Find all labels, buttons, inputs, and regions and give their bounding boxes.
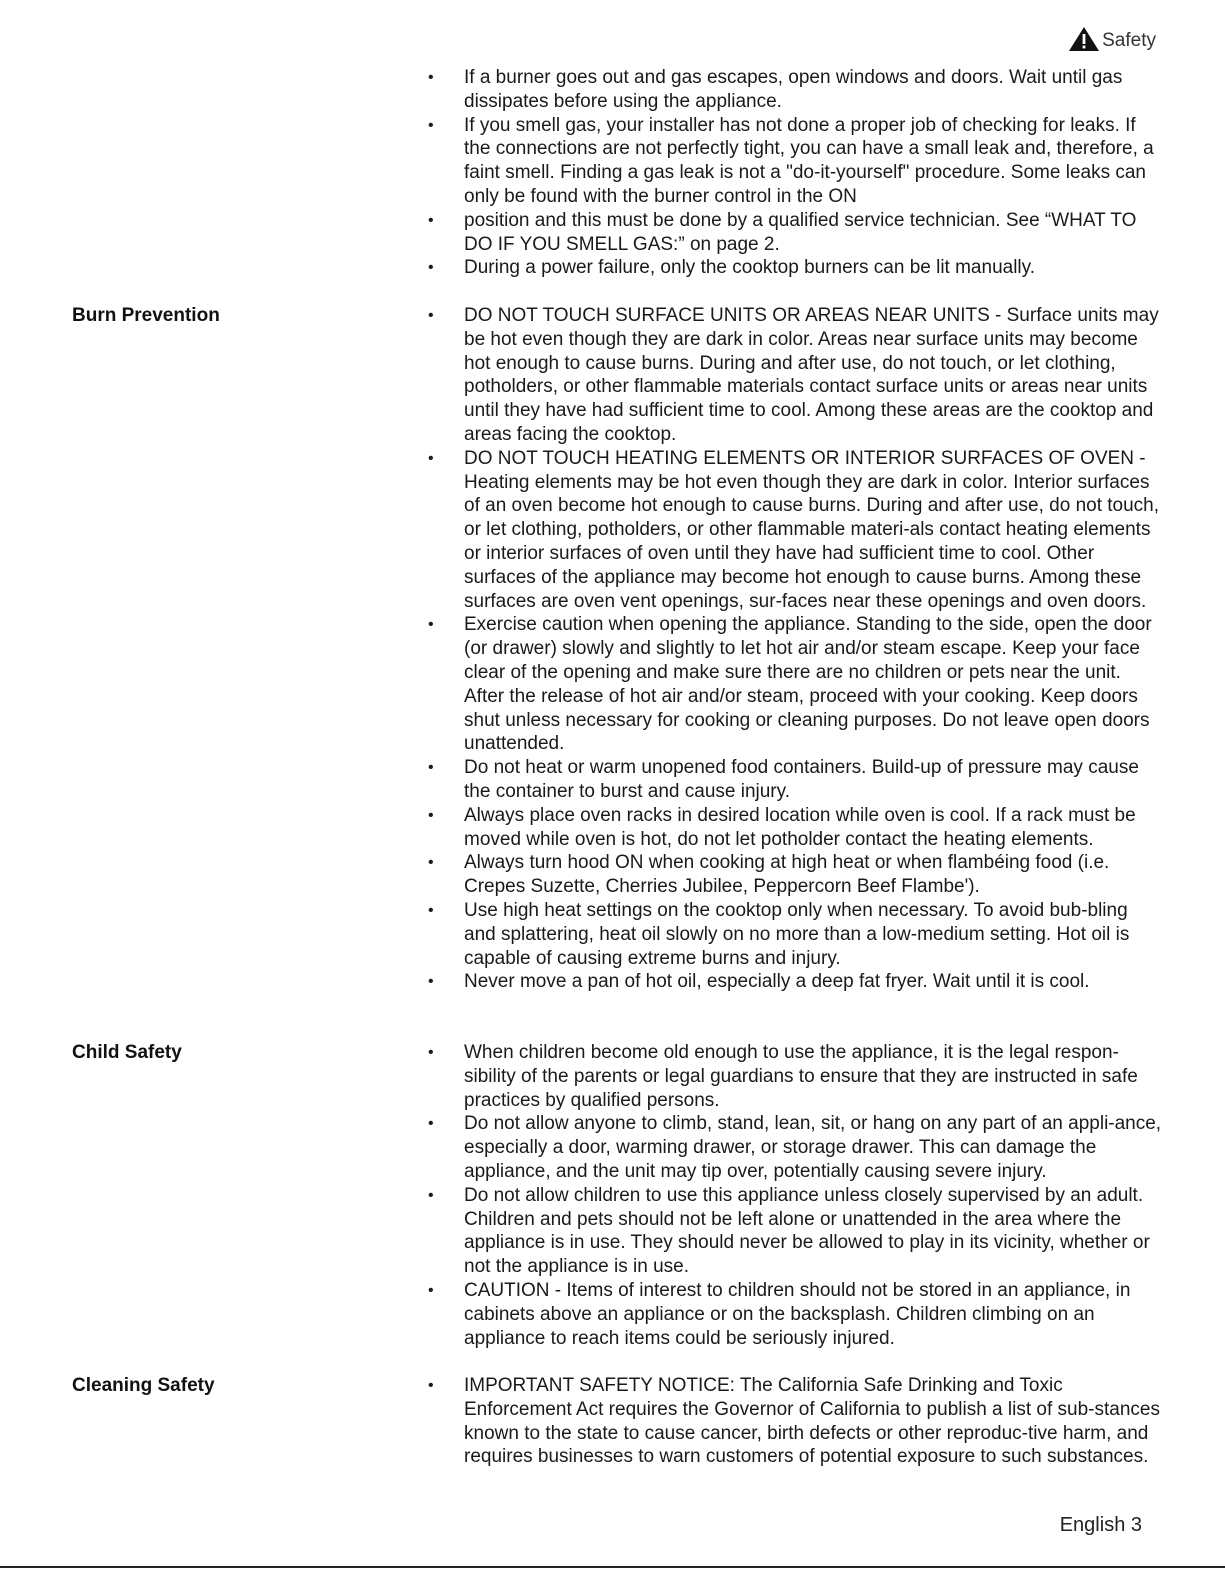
- list-item: • Use high heat settings on the cooktop only when necessary. To avoid bub-bling and splattering, heat oil slowly on no more than a low-medium setting. Hot oil is capable of causing extreme burns and injury.: [428, 899, 1130, 969]
- list-item: • Do not allow children to use this appliance unless closely supervised by an adult. Children and pets should not be left alone or unattended in the area where the appliance is in use. They should never be allowed to play in its vicinity, whether or not the appliance is in use.: [428, 1184, 1150, 1278]
- bullet-icon: •: [428, 259, 434, 277]
- bullet-list: [428, 1374, 1163, 1469]
- bullet-list: [428, 66, 1163, 280]
- list-item: • Always turn hood ON when cooking at high heat or when flambéing food (i.e. Crepes Suzette, Cherries Jubilee, Peppercorn Beef Flambe').: [428, 852, 1110, 898]
- list-item: • DO NOT TOUCH HEATING ELEMENTS OR INTERIOR SURFACES OF OVEN - Heating elements may be hot even though they are dark in color. Interior surfaces of an oven become hot enough to cause burns. During and after use, do not touch, or let clothing, potholders, or other flammable materi-als contact heating elements or interior surfaces of oven until they have had sufficient time to cool. Other surfaces of the appliance may become hot enough to cause burns. Among these surfaces are oven vent openings, sur-faces near these openings and oven doors.: [428, 447, 1160, 612]
- bullet-icon: •: [428, 973, 434, 991]
- bullet-icon: •: [428, 1377, 434, 1394]
- page-header: [1068, 26, 1156, 52]
- bullet-icon: •: [428, 307, 434, 324]
- section-label: Cleaning Safety: [72, 1375, 215, 1396]
- section-label: Burn Prevention: [72, 305, 220, 326]
- footer-rule: [0, 1566, 1225, 1568]
- bullet-icon: •: [428, 616, 434, 634]
- bullet-icon: •: [428, 1186, 434, 1204]
- list-item: • Do not heat or warm unopened food containers. Build-up of pressure may cause the container to burst and cause injury.: [428, 757, 1139, 802]
- list-item: • IMPORTANT SAFETY NOTICE: The California Safe Drinking and Toxic Enforcement Act requires the Governor of California to publish a list of sub-stances known to the state to cause cancer, birth defects or other reproduc-tive harm, and requires businesses to warn customers of potential exposure to such substances.: [428, 1375, 1160, 1468]
- bullet-icon: •: [428, 1281, 434, 1299]
- bullet-icon: •: [428, 806, 434, 824]
- bullet-icon: •: [428, 116, 434, 134]
- list-item: • Always place oven racks in desired location while oven is cool. If a rack must be moved while oven is hot, do not let potholder contact the heating elements.: [428, 804, 1136, 850]
- list-item: • DO NOT TOUCH SURFACE UNITS OR AREAS NEAR UNITS - Surface units may be hot even though they are dark in color. Areas near surface units may become hot enough to cause burns. During and after use, do not touch, or let clothing, potholders, or other flammable materials contact surface units or areas near units until they have had sufficient time to cool. Among these areas are the cooktop and areas facing the cooktop.: [428, 305, 1159, 445]
- bullet-icon: •: [428, 69, 434, 86]
- bullet-list: [428, 304, 1163, 994]
- list-item: • Exercise caution when opening the appliance. Standing to the side, open the door (or drawer) slowly and slightly to let hot air and/or steam escape. Keep your face clear of the opening and make sure there are no children or pets near the unit. After the release of hot air and/or steam, proceed with your cooking. Keep doors shut unless necessary for cooking or cleaning purposes. Do not leave open doors unattended.: [428, 614, 1152, 755]
- header-title: Safety: [1102, 30, 1156, 51]
- list-item: • position and this must be done by a qualified service technician. See “WHAT TO DO IF YOU SMELL GAS:” on page 2.: [428, 209, 1137, 255]
- bullet-icon: •: [428, 1115, 434, 1133]
- list-item: • If you smell gas, your installer has not done a proper job of checking for leaks. If the connections are not perfectly tight, you can have a small leak and, therefore, a faint smell. Finding a gas leak is not a "do-it-yourself" procedure. Some leaks can only be found with the burner control in the ON: [428, 114, 1154, 207]
- list-item: • During a power failure, only the cooktop burners can be lit manually.: [428, 257, 1036, 279]
- bullet-list: [428, 1041, 1163, 1350]
- list-item: • CAUTION - Items of interest to children should not be stored in an appliance, in cabinets above an appliance or on the backsplash. Children climbing on an appliance to reach items could be seriously injured.: [428, 1279, 1131, 1349]
- list-item: • When children become old enough to use the appliance, it is the legal respon-sibility of the parents or legal guardians to ensure that they are instructed in safe practices by qualified persons.: [428, 1042, 1138, 1111]
- list-item: • Never move a pan of hot oil, especially a deep fat fryer. Wait until it is cool.: [428, 971, 1090, 993]
- bullet-icon: •: [428, 211, 434, 229]
- list-item: • Do not allow anyone to climb, stand, lean, sit, or hang on any part of an appli-ance, especially a door, warming drawer, or storage drawer. This can damage the appliance, and the unit may tip over, potentially causing severe injury.: [428, 1113, 1162, 1182]
- page-number: English 3: [1059, 1514, 1142, 1536]
- bullet-icon: •: [428, 1044, 434, 1061]
- list-item: • If a burner goes out and gas escapes, open windows and doors. Wait until gas dissipates before using the appliance.: [428, 67, 1123, 112]
- section-label: Child Safety: [72, 1042, 182, 1063]
- bullet-icon: •: [428, 759, 434, 777]
- bullet-icon: •: [428, 449, 434, 467]
- bullet-icon: •: [428, 854, 434, 872]
- bullet-icon: •: [428, 901, 434, 919]
- warning-triangle-icon: [1068, 26, 1100, 52]
